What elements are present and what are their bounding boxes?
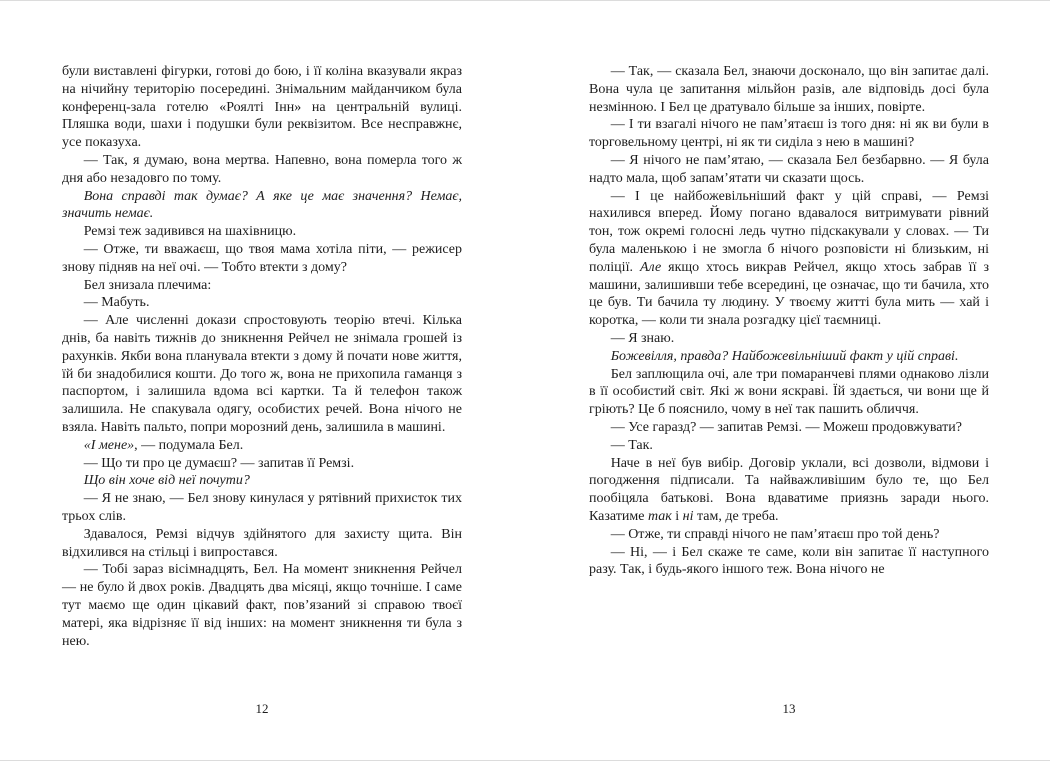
text-run: якщо хтось викрав Рейчел, якщо хтось забрав її з машини, залишивши тебе всередині, це означає, що ти бачила, хто це був. Ти бачила ту людину. У твоєму житті була мить — хай і коротка, — коли ти знала розгадку цієї таємниці. xyxy=(589,259,989,329)
paragraph xyxy=(62,63,462,152)
text-run: були виставлені фігурки, готові до бою, і її коліна вказували якраз на нічийну територію посередині. Знімальним майданчиком була конференц-зала готелю «Роялті Інн» на центральній вулиці. Пляшка води, шахи і подушки були реквізитом. Все несправжнє, усе показуха. xyxy=(62,64,462,151)
page-text-right xyxy=(589,63,989,579)
paragraph xyxy=(589,419,989,437)
text-run: Божевілля, правда? Найбожевільніший факт у цій справі. xyxy=(610,348,959,364)
text-run: — І ти взагалі нічого не пам’ятаєш із того дня: ні як ви були в торговельному центрі, ні як ти сиділа з нею в машині? xyxy=(589,117,989,151)
text-run: Наче в неї був вибір. Договір уклали, всі дозволи, відмови і погодження підписали. Та найважливішим було те, що Бел пообіцяла батькові. Вона вдаватиме приязнь заради нього. Казатиме xyxy=(589,455,989,524)
text-run: — Що ти про це думаєш? — запитав її Ремзі. xyxy=(83,455,355,471)
text-run: Здавалося, Ремзі відчув здійнятого для захисту щита. Він відхилився на стільці і випростався. xyxy=(62,526,462,560)
paragraph xyxy=(62,223,462,241)
paragraph xyxy=(589,455,989,526)
text-run: — Усе гаразд? — запитав Ремзі. — Можеш продовжувати? xyxy=(610,419,962,435)
text-run: — І це найбожевільніший факт у цій справі, — Ремзі нахилився вперед. Йому погано вдавалося витримувати рівний тон, тож окремі голосні ледь чутно підскакували у словах. — Ти була маленькою і не змогла б нічого розповісти ні близьким, ні поліції. xyxy=(589,188,989,275)
text-run: — Я не знаю, — Бел знову кинулася у рятівний прихисток тих трьох слів. xyxy=(62,491,462,524)
paragraph xyxy=(62,277,462,295)
paragraph xyxy=(589,116,989,152)
paragraph xyxy=(62,188,462,224)
paragraph xyxy=(62,241,462,277)
text-run: — Так, — сказала Бел, знаючи досконало, що він запитає далі. Вона чула це запитання мільйон разів, але відповідь досі була незмінною. І Бел це дратувало більше за інших, повірте. xyxy=(589,64,989,115)
page-number-left: 12 xyxy=(255,701,269,716)
paragraph xyxy=(589,544,989,580)
text-run: — Мабуть. xyxy=(83,295,150,311)
text-run: Але xyxy=(639,259,662,275)
paragraph xyxy=(589,437,989,455)
text-run: — Але численні докази спростовують теорію втечі. Кілька днів, ба навіть тижнів до зникнення Рейчел не знімала грошей із рахунків. Якби вона планувала втекти з дому й почати нове життя, їй би знадобилися кошти. До того ж, вона не прихопила гаманця з паспортом, і залишила вдома всі картки. Та й телефон також залишила. Не спакувала одягу, особистих речей. Вона нічого не взяла. Навіть пальто, попри морозний день, залишила в машині. xyxy=(62,313,462,435)
text-run: ні xyxy=(682,508,694,524)
paragraph xyxy=(589,348,989,366)
text-run: — Отже, ти вважаєш, що твоя мама хотіла піти, — режисер знову підняв на неї очі. — Тобто втекти з дому? xyxy=(62,241,462,275)
paragraph xyxy=(62,312,462,437)
text-run: Вона справді так думає? А яке це має значення? Немає, значить немає. xyxy=(62,188,462,222)
paragraph xyxy=(62,472,462,490)
text-run: і xyxy=(671,508,683,524)
paragraph xyxy=(62,152,462,188)
text-run: Бел знизала плечима: xyxy=(83,277,212,293)
paragraph xyxy=(589,526,989,544)
text-run: — Тобі зараз вісімнадцять, Бел. На момент зникнення Рейчел — не було й двох років. Двадцять два місяці, якщо точніше. І саме тут маємо ще один цікавий факт, пов’язаний зі справою твоєї матері, яка відрізняє її від інших: на момент зникнення ти була з нею. xyxy=(62,562,462,649)
paragraph xyxy=(62,561,462,650)
text-run: — Так. xyxy=(610,437,653,453)
page-text-left xyxy=(62,63,462,650)
text-run: — Так, я думаю, вона мертва. Напевно, вона померла того ж дня або незадовго по тому. xyxy=(62,152,462,186)
paragraph xyxy=(62,437,462,455)
text-run: так xyxy=(647,508,672,524)
paragraph xyxy=(62,455,462,473)
text-run: «І мене» xyxy=(83,437,135,453)
text-run: Що він хоче від неї почути? xyxy=(83,473,250,489)
paragraph xyxy=(589,330,989,348)
paragraph xyxy=(589,63,989,116)
paragraph xyxy=(62,526,462,562)
paragraph xyxy=(589,152,989,188)
text-run: там, де треба. xyxy=(693,508,779,524)
paragraph xyxy=(62,490,462,526)
text-run: — Я знаю. xyxy=(610,330,675,346)
paragraph xyxy=(589,188,989,330)
text-run: , — подумала Бел. xyxy=(134,437,244,453)
text-run: — Я нічого не пам’ятаю, — сказала Бел безбарвно. — Я була надто мала, щоб запам’ятати чи сказати щось. xyxy=(589,152,989,186)
text-run: — Ні, — і Бел скаже те саме, коли він запитає її наступного разу. Так, і будь-якого іншого теж. Вона нічого не xyxy=(589,544,989,578)
page-number-right: 13 xyxy=(782,701,796,716)
text-run: — Отже, ти справді нічого не пам’ятаєш про той день? xyxy=(610,526,940,542)
text-run: Ремзі теж задивився на шахівницю. xyxy=(83,224,297,240)
text-run: Бел заплющила очі, але три помаранчеві плями однаково лізли в її особистий світ. Які ж вони яскраві. Їй здається, чи вони ще й гріють? Це б пояснило, чому в неї так пашить обличчя. xyxy=(589,366,989,418)
paragraph xyxy=(62,294,462,312)
paragraph xyxy=(589,366,989,419)
